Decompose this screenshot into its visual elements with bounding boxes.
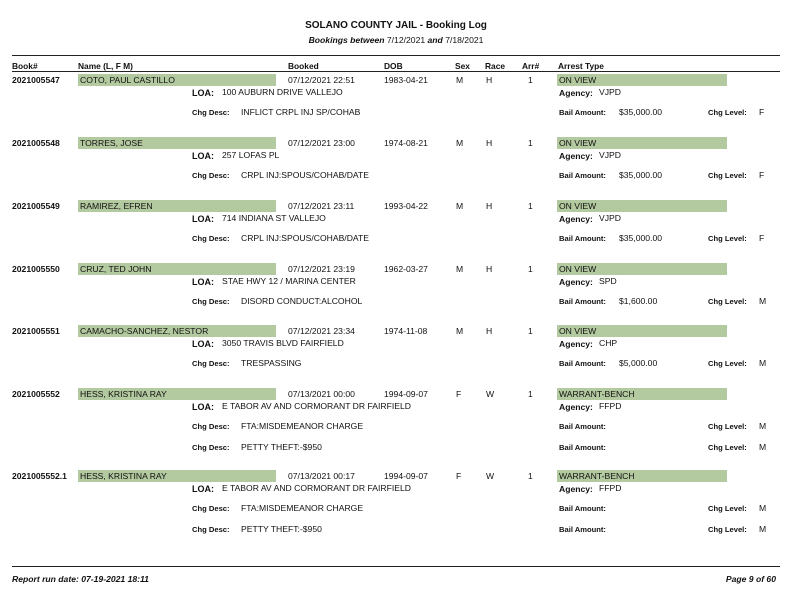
agency-label: Agency: <box>559 214 593 224</box>
sex-value: M <box>456 75 464 85</box>
end-date: 7/18/2021 <box>445 35 484 45</box>
bail-amount-label: Bail Amount: <box>559 171 606 180</box>
booking-record <box>0 201 792 261</box>
footer-rule <box>12 566 780 567</box>
arrest-type: WARRANT-BENCH <box>559 389 635 399</box>
booked-datetime: 07/12/2021 23:00 <box>288 138 355 148</box>
date-of-birth: 1994-09-07 <box>384 389 428 399</box>
charge-level-label: Chg Level: <box>708 525 747 534</box>
location-of-arrest: 714 INDIANA ST VALLEJO <box>222 213 326 223</box>
booking-record <box>0 326 792 386</box>
inmate-name: HESS, KRISTINA RAY <box>80 389 167 399</box>
date-of-birth: 1962-03-27 <box>384 264 428 274</box>
arrest-count: 1 <box>528 264 533 274</box>
arrest-count: 1 <box>528 75 533 85</box>
loa-label: LOA: <box>192 214 214 224</box>
charge-description: CRPL INJ:SPOUS/COHAB/DATE <box>241 170 369 180</box>
agency-value: VJPD <box>599 213 621 223</box>
booked-datetime: 07/13/2021 00:17 <box>288 471 355 481</box>
charge-description: FTA:MISDEMEANOR CHARGE <box>241 421 364 431</box>
charge-desc-label: Chg Desc: <box>192 234 230 243</box>
charge-desc-label: Chg Desc: <box>192 108 230 117</box>
inmate-name: CRUZ, TED JOHN <box>80 264 152 274</box>
bail-amount-label: Bail Amount: <box>559 234 606 243</box>
book-number: 2021005550 <box>12 264 60 274</box>
arrest-type: ON VIEW <box>559 264 597 274</box>
charge-level-label: Chg Level: <box>708 504 747 513</box>
booking-record <box>0 264 792 324</box>
charge-desc-label: Chg Desc: <box>192 443 230 452</box>
bail-amount-label: Bail Amount: <box>559 359 606 368</box>
bail-amount: $35,000.00 <box>619 170 663 180</box>
booked-datetime: 07/12/2021 23:11 <box>288 201 355 211</box>
charge-description: DISORD CONDUCT:ALCOHOL <box>241 296 363 306</box>
charge-level: F <box>759 170 765 180</box>
book-number: 2021005552 <box>12 389 60 399</box>
col-header-sex: Sex <box>455 61 470 71</box>
charge-description: PETTY THEFT:-$950 <box>241 524 322 534</box>
agency-value: SPD <box>599 276 617 286</box>
charge-description: PETTY THEFT:-$950 <box>241 442 322 452</box>
charge-level: F <box>759 107 765 117</box>
charge-level: M <box>759 503 767 513</box>
charge-desc-label: Chg Desc: <box>192 422 230 431</box>
arrest-count: 1 <box>528 138 533 148</box>
col-header-race: Race <box>485 61 506 71</box>
location-of-arrest: 100 AUBURN DRIVE VALLEJO <box>222 87 343 97</box>
date-of-birth: 1994-09-07 <box>384 471 428 481</box>
booked-datetime: 07/12/2021 22:51 <box>288 75 355 85</box>
location-of-arrest: E TABOR AV AND CORMORANT DR FAIRFIELD <box>222 483 411 493</box>
bail-amount-label: Bail Amount: <box>559 504 606 513</box>
arrest-type: WARRANT-BENCH <box>559 471 635 481</box>
location-of-arrest: 3050 TRAVIS BLVD FAIRFIELD <box>222 338 344 348</box>
charge-level: M <box>759 358 767 368</box>
bail-amount-label: Bail Amount: <box>559 297 606 306</box>
agency-label: Agency: <box>559 484 593 494</box>
booking-record <box>0 75 792 135</box>
charge-level: M <box>759 421 767 431</box>
charge-level-label: Chg Level: <box>708 171 747 180</box>
inmate-name: TORRES, JOSE <box>80 138 143 148</box>
bail-amount: $35,000.00 <box>619 233 663 243</box>
col-header-booked: Booked <box>288 61 319 71</box>
charge-level-label: Chg Level: <box>708 108 747 117</box>
race-value: H <box>486 326 493 336</box>
bail-amount-label: Bail Amount: <box>559 443 606 452</box>
race-value: W <box>486 471 495 481</box>
sex-value: F <box>456 471 462 481</box>
date-of-birth: 1974-11-08 <box>384 326 428 336</box>
header-rule-top <box>12 55 780 56</box>
start-date: 7/12/2021 <box>386 35 426 45</box>
inmate-name: COTO, PAUL CASTILLO <box>80 75 175 85</box>
sex-value: M <box>456 138 464 148</box>
race-value: H <box>486 201 493 211</box>
book-number: 2021005547 <box>12 75 60 85</box>
date-of-birth: 1993-04-22 <box>384 201 428 211</box>
charge-level-label: Chg Level: <box>708 443 747 452</box>
race-value: W <box>486 389 495 399</box>
col-header-book: Book# <box>12 61 38 71</box>
booking-record <box>0 138 792 198</box>
charge-level: M <box>759 442 767 452</box>
bail-amount-label: Bail Amount: <box>559 525 606 534</box>
arrest-type: ON VIEW <box>559 201 597 211</box>
charge-desc-label: Chg Desc: <box>192 359 230 368</box>
inmate-name: HESS, KRISTINA RAY <box>80 471 167 481</box>
subtitle-prefix: Bookings between <box>308 35 385 45</box>
report-subtitle <box>0 35 792 45</box>
loa-label: LOA: <box>192 277 214 287</box>
booking-record <box>0 471 792 534</box>
col-header-name: Name (L, F M) <box>78 61 133 71</box>
sex-value: F <box>456 389 462 399</box>
loa-label: LOA: <box>192 402 214 412</box>
loa-label: LOA: <box>192 151 214 161</box>
agency-value: FFPD <box>599 401 622 411</box>
arrest-count: 1 <box>528 326 533 336</box>
col-header-dob: DOB <box>384 61 403 71</box>
bail-amount-label: Bail Amount: <box>559 108 606 117</box>
charge-desc-label: Chg Desc: <box>192 297 230 306</box>
book-number: 2021005552.1 <box>12 471 67 481</box>
report-title: SOLANO COUNTY JAIL - Booking Log <box>305 20 487 31</box>
date-of-birth: 1974-08-21 <box>384 138 428 148</box>
race-value: H <box>486 264 493 274</box>
sex-value: M <box>456 201 464 211</box>
inmate-name: RAMIREZ, EFREN <box>80 201 153 211</box>
charge-level-label: Chg Level: <box>708 234 747 243</box>
header-rule-bottom <box>12 71 780 72</box>
page-number: Page 9 of 60 <box>725 574 776 584</box>
date-of-birth: 1983-04-21 <box>384 75 428 85</box>
charge-desc-label: Chg Desc: <box>192 525 230 534</box>
bail-amount-label: Bail Amount: <box>559 422 606 431</box>
inmate-name: CAMACHO-SANCHEZ, NESTOR <box>80 326 209 336</box>
bail-amount: $35,000.00 <box>619 107 663 117</box>
booking-record <box>0 389 792 452</box>
charge-level-label: Chg Level: <box>708 297 747 306</box>
agency-label: Agency: <box>559 402 593 412</box>
book-number: 2021005549 <box>12 201 60 211</box>
book-number: 2021005551 <box>12 326 60 336</box>
arrest-count: 1 <box>528 471 533 481</box>
loa-label: LOA: <box>192 88 214 98</box>
subtitle-and: and <box>427 35 443 45</box>
charge-description: TRESPASSING <box>241 358 302 368</box>
booked-datetime: 07/13/2021 00:00 <box>288 389 355 399</box>
agency-label: Agency: <box>559 277 593 287</box>
booked-datetime: 07/12/2021 23:19 <box>288 264 355 274</box>
charge-level: M <box>759 296 767 306</box>
location-of-arrest: 257 LOFAS PL <box>222 150 280 160</box>
charge-level-label: Chg Level: <box>708 422 747 431</box>
race-value: H <box>486 138 493 148</box>
charge-description: FTA:MISDEMEANOR CHARGE <box>241 503 364 513</box>
charge-level: F <box>759 233 765 243</box>
agency-value: CHP <box>599 338 618 348</box>
arrest-type: ON VIEW <box>559 138 597 148</box>
charge-desc-label: Chg Desc: <box>192 504 230 513</box>
sex-value: M <box>456 326 464 336</box>
agency-value: VJPD <box>599 150 621 160</box>
sex-value: M <box>456 264 464 274</box>
report-run-date: Report run date: 07-19-2021 18:11 <box>12 574 149 584</box>
agency-label: Agency: <box>559 88 593 98</box>
agency-label: Agency: <box>559 339 593 349</box>
bail-amount: $5,000.00 <box>619 358 658 368</box>
arrest-type: ON VIEW <box>559 326 597 336</box>
arrest-type: ON VIEW <box>559 75 597 85</box>
charge-description: CRPL INJ:SPOUS/COHAB/DATE <box>241 233 369 243</box>
charge-level: M <box>759 524 767 534</box>
booked-datetime: 07/12/2021 23:34 <box>288 326 355 336</box>
location-of-arrest: E TABOR AV AND CORMORANT DR FAIRFIELD <box>222 401 411 411</box>
loa-label: LOA: <box>192 484 214 494</box>
charge-level-label: Chg Level: <box>708 359 747 368</box>
agency-value: VJPD <box>599 87 621 97</box>
col-header-arr: Arr# <box>522 61 540 71</box>
bail-amount: $1,600.00 <box>619 296 658 306</box>
agency-value: FFPD <box>599 483 622 493</box>
book-number: 2021005548 <box>12 138 60 148</box>
location-of-arrest: STAE HWY 12 / MARINA CENTER <box>222 276 356 286</box>
col-header-arrest-type: Arrest Type <box>558 61 604 71</box>
arrest-count: 1 <box>528 389 533 399</box>
race-value: H <box>486 75 493 85</box>
charge-description: INFLICT CRPL INJ SP/COHAB <box>241 107 361 117</box>
charge-desc-label: Chg Desc: <box>192 171 230 180</box>
loa-label: LOA: <box>192 339 214 349</box>
agency-label: Agency: <box>559 151 593 161</box>
arrest-count: 1 <box>528 201 533 211</box>
